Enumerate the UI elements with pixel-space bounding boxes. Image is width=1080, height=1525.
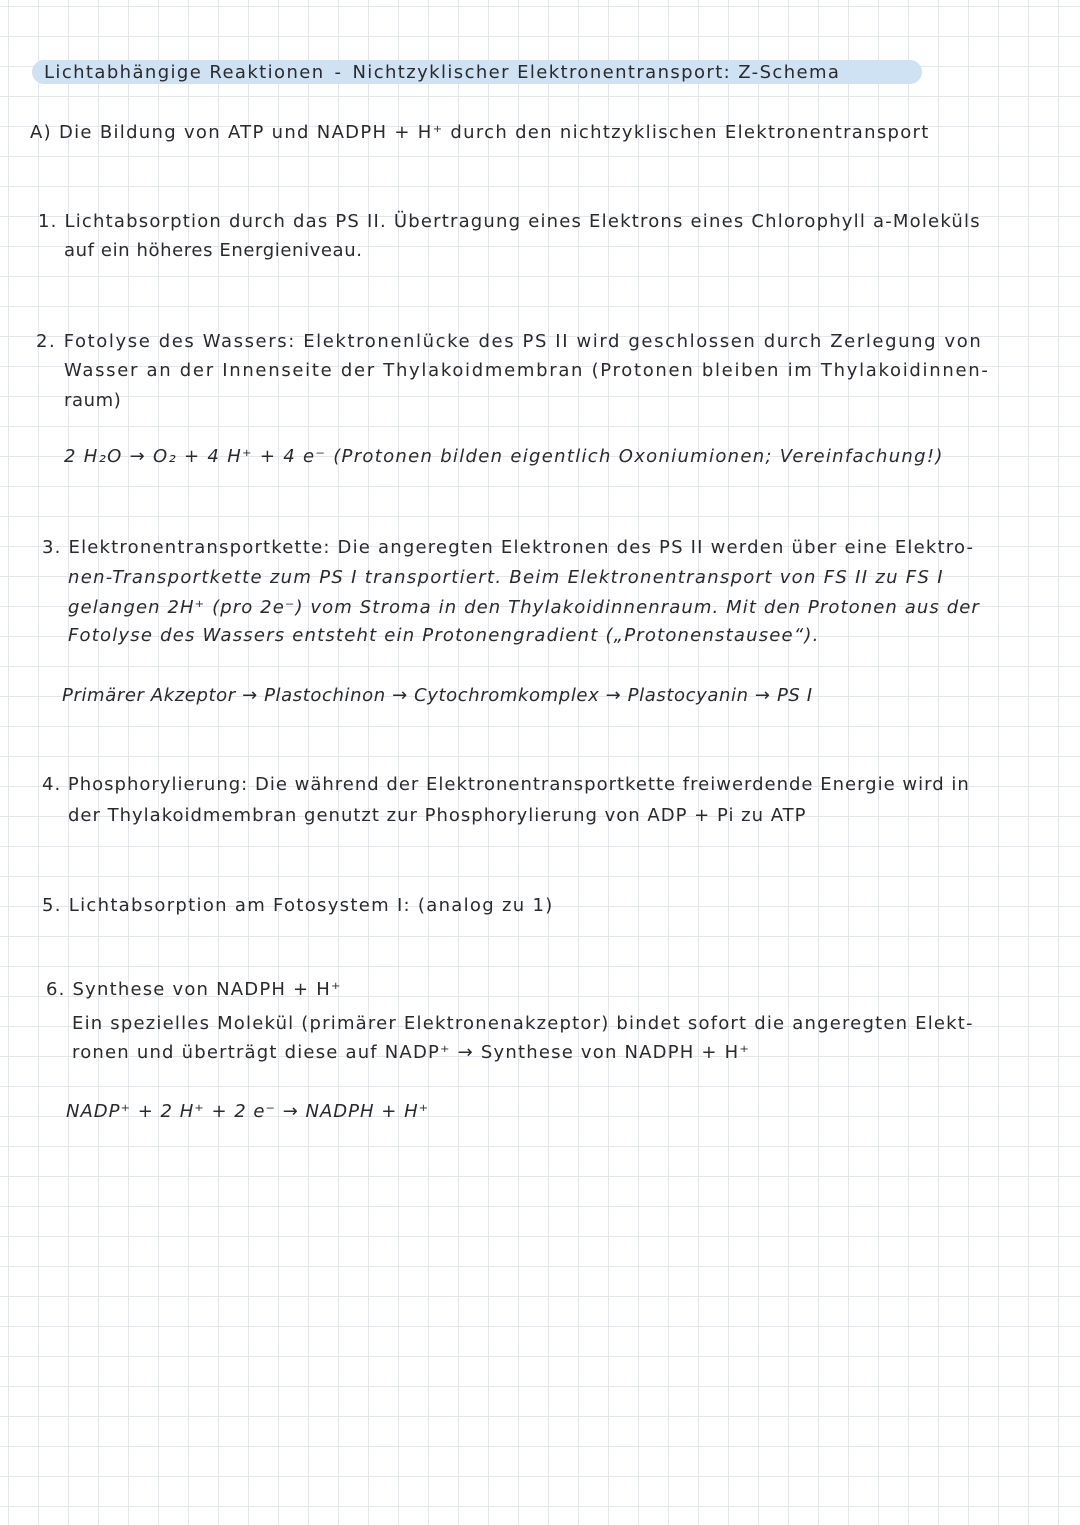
step-2-line-3: raum) (64, 390, 122, 411)
section-a-heading: A) Die Bildung von ATP und NADPH + H⁺ durch den nichtzyklischen Elektronentransport (30, 122, 930, 143)
step-4-line-1: 4. Phosphorylierung: Die während der Elektronentransportkette freiwerdende Energie wird in (42, 774, 970, 795)
step-6-line-3: ronen und überträgt diese auf NADP⁺ → Synthese von NADPH + H⁺ (72, 1042, 751, 1063)
electron-transport-chain: Primärer Akzeptor → Plastochinon → Cytochromkomplex → Plastocyanin → PS I (62, 685, 813, 706)
step-4-line-2: der Thylakoidmembran genutzt zur Phosphorylierung von ADP + Pi zu ATP (68, 805, 807, 826)
water-photolysis-equation: 2 H₂O → O₂ + 4 H⁺ + 4 e⁻ (Protonen bilden eigentlich Oxoniumionen; Vereinfachung!) (64, 446, 944, 467)
step-3-line-4: Fotolyse des Wassers entsteht ein Protonengradient („Protonenstausee“). (68, 625, 820, 646)
step-5-line-1: 5. Lichtabsorption am Fotosystem I: (analog zu 1) (42, 895, 554, 916)
nadph-synthesis-equation: NADP⁺ + 2 H⁺ + 2 e⁻ → NADPH + H⁺ (66, 1101, 430, 1122)
step-6-line-1: 6. Synthese von NADPH + H⁺ (46, 979, 342, 1000)
step-2-line-1: 2. Fotolyse des Wassers: Elektronenlücke des PS II wird geschlossen durch Zerlegung von (36, 331, 983, 352)
step-1-line-1: 1. Lichtabsorption durch das PS II. Übertragung eines Elektrons eines Chlorophyll a-Moleküls (38, 211, 981, 232)
step-3-line-1: 3. Elektronentransportkette: Die angeregten Elektronen des PS II werden über eine Elektro- (42, 537, 975, 558)
page-title (44, 62, 840, 83)
step-2-line-2: Wasser an der Innenseite der Thylakoidmembran (Protonen bleiben im Thylakoidinnen- (64, 360, 990, 381)
step-1-line-2: auf ein höheres Energieniveau. (64, 240, 363, 261)
title-separator: - (334, 62, 343, 83)
title-right: Nichtzyklischer Elektronentransport: Z-Schema (352, 62, 841, 83)
step-3-line-3: gelangen 2H⁺ (pro 2e⁻) vom Stroma in den Thylakoidinnenraum. Mit den Protonen aus der (68, 597, 980, 618)
title-left: Lichtabhängige Reaktionen (44, 62, 325, 83)
step-6-line-2: Ein spezielles Molekül (primärer Elektronenakzeptor) bindet sofort die angeregten Elekt- (72, 1013, 974, 1034)
step-3-line-2: nen-Transportkette zum PS I transportiert. Beim Elektronentransport von FS II zu FS I (68, 567, 944, 588)
